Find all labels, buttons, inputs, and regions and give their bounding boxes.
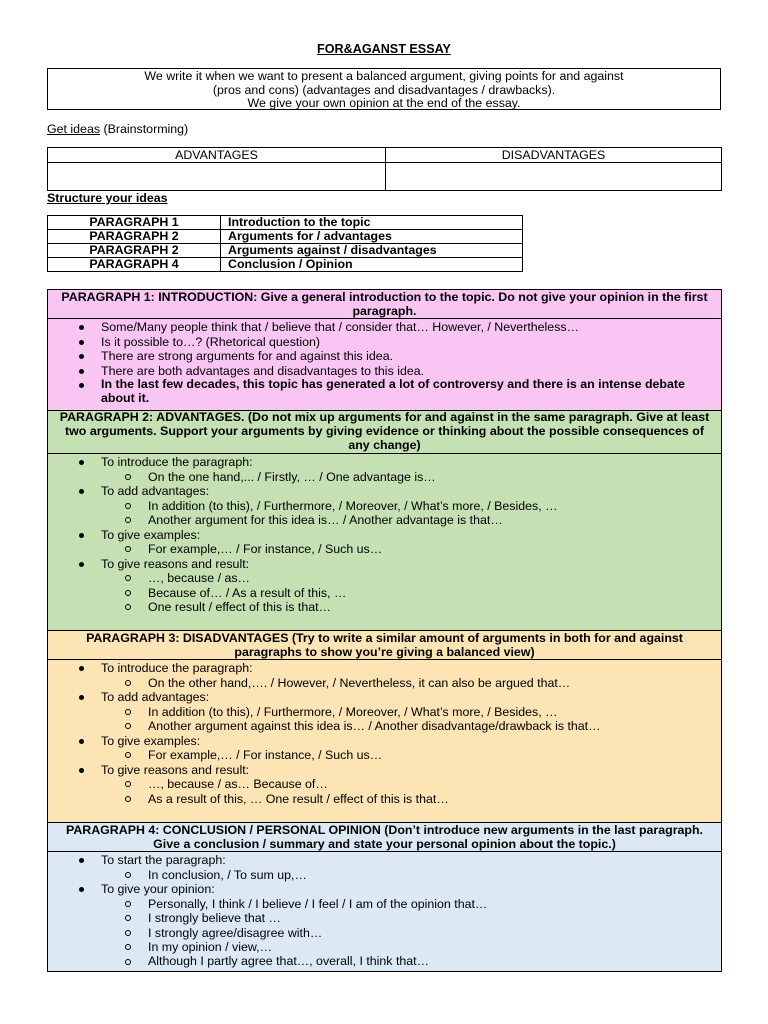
section-body bbox=[48, 659, 721, 824]
structure-row bbox=[48, 258, 523, 272]
list-item: To give examples: bbox=[48, 528, 721, 543]
section-heading: PARAGRAPH 4: CONCLUSION / PERSONAL OPINION (Don’t introduce new arguments in the last paragraph. Give a conclusion / summary and state your personal opinion about the topic.) bbox=[65, 823, 704, 851]
document-title: FOR&AGANST ESSAY bbox=[317, 42, 451, 56]
disadvantages-header: DISADVANTAGES bbox=[386, 148, 722, 163]
list-item: To give reasons and result: bbox=[48, 763, 721, 778]
list-item: Another argument for this idea is… / Another advantage is that… bbox=[48, 513, 721, 528]
structure-desc: Conclusion / Opinion bbox=[221, 258, 523, 272]
list-item: To start the paragraph: bbox=[48, 853, 721, 868]
list-item: To give your opinion: bbox=[48, 882, 721, 897]
section-heading: PARAGRAPH 3: DISADVANTAGES (Try to write a similar amount of arguments in both for and against paragraphs to show you’re giving a balanced view) bbox=[86, 631, 683, 659]
list-item: As a result of this, … One result / effect of this is that… bbox=[48, 792, 721, 807]
list-item: To give reasons and result: bbox=[48, 557, 721, 572]
structure-label: PARAGRAPH 1 bbox=[48, 216, 221, 230]
list-item: To introduce the paragraph: bbox=[48, 661, 721, 676]
bullet-list bbox=[48, 320, 721, 405]
list-item: For example,… / For instance, / Such us… bbox=[48, 542, 721, 557]
section-introduction bbox=[47, 289, 722, 411]
structure-label: PARAGRAPH 2 bbox=[48, 244, 221, 258]
intro-line: (pros and cons) (advantages and disadvantages / drawbacks). bbox=[212, 82, 556, 97]
bullet-list bbox=[48, 853, 721, 968]
bullet-list bbox=[48, 455, 721, 615]
list-item: Some/Many people think that / believe that / consider that… However, / Nevertheless… bbox=[48, 320, 721, 335]
list-item: In my opinion / view,… bbox=[48, 940, 721, 955]
list-item: On the one hand,... / Firstly, … / One advantage is… bbox=[48, 470, 721, 485]
list-item: …, because / as… Because of… bbox=[48, 777, 721, 792]
section-body bbox=[48, 318, 721, 412]
structure-desc: Arguments against / disadvantages bbox=[221, 244, 523, 258]
list-item: Personally, I think / I believe / I feel / I am of the opinion that… bbox=[48, 897, 721, 912]
intro-line: We write it when we want to present a balanced argument, giving points for and against bbox=[144, 69, 624, 83]
list-item: Although I partly agree that…, overall, I think that… bbox=[48, 955, 721, 969]
disadvantages-cell bbox=[386, 163, 722, 191]
list-item: In the last few decades, this topic has generated a lot of controversy and there is an intense debate about it. bbox=[48, 378, 721, 405]
list-item: To give examples: bbox=[48, 734, 721, 749]
structure-desc: Arguments for / advantages bbox=[221, 230, 523, 244]
list-item: On the other hand,…. / However, / Nevertheless, it can also be argued that… bbox=[48, 676, 721, 691]
get-ideas-note: (Brainstorming) bbox=[100, 122, 189, 136]
list-item: I strongly agree/disagree with… bbox=[48, 926, 721, 941]
list-item: …, because / as… bbox=[48, 571, 721, 586]
list-item: I strongly believe that … bbox=[48, 911, 721, 926]
section-advantages bbox=[47, 410, 722, 631]
section-heading: PARAGRAPH 1: INTRODUCTION: Give a general introduction to the topic. Do not give your opinion in the first paragraph. bbox=[61, 290, 708, 318]
section-body bbox=[48, 453, 721, 631]
structure-row bbox=[48, 230, 523, 244]
structure-label: PARAGRAPH 4 bbox=[48, 258, 221, 272]
structure-label: PARAGRAPH 2 bbox=[48, 230, 221, 244]
structure-row bbox=[48, 244, 523, 258]
list-item: Because of… / As a result of this, … bbox=[48, 586, 721, 601]
advantages-cell bbox=[48, 163, 386, 191]
bullet-list bbox=[48, 661, 721, 806]
section-body bbox=[48, 851, 721, 972]
get-ideas-label: Get ideas bbox=[47, 122, 101, 136]
list-item: In conclusion, / To sum up,… bbox=[48, 868, 721, 883]
list-item: To add advantages: bbox=[48, 484, 721, 499]
get-ideas-heading bbox=[47, 122, 188, 136]
brainstorm-table bbox=[47, 147, 722, 191]
list-item: For example,… / For instance, / Such us… bbox=[48, 748, 721, 763]
list-item: To introduce the paragraph: bbox=[48, 455, 721, 470]
list-item: One result / effect of this is that… bbox=[48, 600, 721, 615]
advantages-header: ADVANTAGES bbox=[48, 148, 386, 163]
section-heading: PARAGRAPH 2: ADVANTAGES. (Do not mix up arguments for and against in the same paragraph. Give at least two arguments. Support your arguments by giving evidence or thinking about the possible consequences of any change) bbox=[59, 410, 710, 452]
list-item: In addition (to this), / Furthermore, / Moreover, / What’s more, / Besides, … bbox=[48, 705, 721, 720]
structure-heading: Structure your ideas bbox=[47, 191, 168, 205]
section-conclusion bbox=[47, 822, 722, 972]
list-item: To add advantages: bbox=[48, 690, 721, 705]
structure-desc: Introduction to the topic bbox=[221, 216, 523, 230]
intro-box bbox=[47, 68, 721, 110]
list-item: Another argument against this idea is… / Another disadvantage/drawback is that… bbox=[48, 719, 721, 734]
list-item: There are both advantages and disadvantages to this idea. bbox=[48, 364, 721, 379]
structure-row bbox=[48, 216, 523, 230]
list-item: There are strong arguments for and against this idea. bbox=[48, 349, 721, 364]
structure-table bbox=[47, 215, 523, 272]
list-item: Is it possible to…? (Rhetorical question) bbox=[48, 335, 721, 350]
intro-line: We give your own opinion at the end of the essay. bbox=[247, 96, 521, 110]
list-item: In addition (to this), / Furthermore, / Moreover, / What’s more, / Besides, … bbox=[48, 499, 721, 514]
section-disadvantages bbox=[47, 630, 722, 824]
